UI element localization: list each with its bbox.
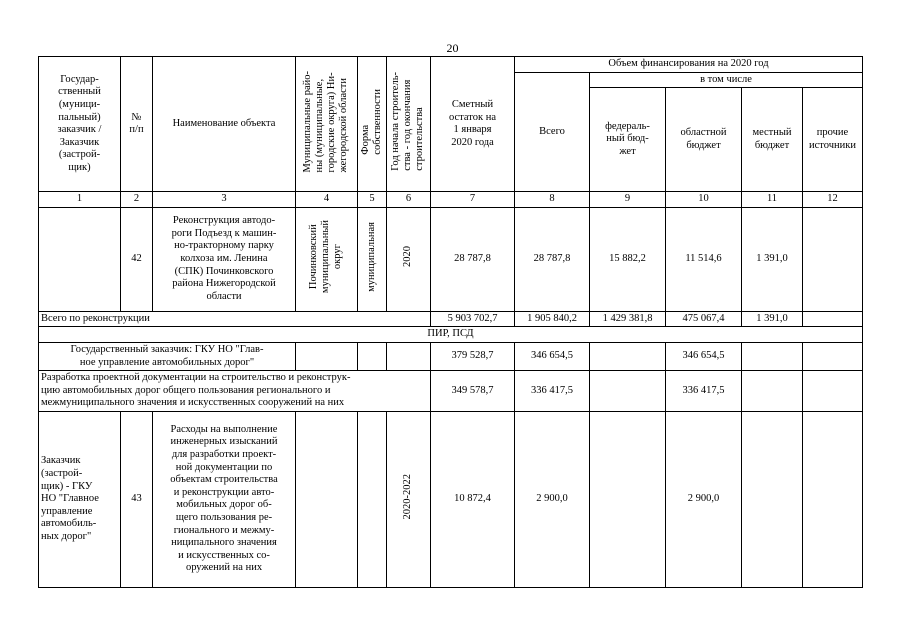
- section-title: ПИР, ПСД: [39, 327, 863, 343]
- row43-name: Расходы на выполнение инженерных изысканий для разработки проект- ной документации по объектам строительства и реконструкции авто- мобильных дорог об- щего пользования ре- гионального и межму- ниципального значения и искусственных со- оружений на них: [153, 411, 296, 587]
- header-regional: областной бюджет: [666, 88, 742, 192]
- total-reconstruction-federal: 1 429 381,8: [590, 311, 666, 327]
- col-number: 3: [153, 192, 296, 208]
- col-number: 12: [803, 192, 863, 208]
- state-customer-total: 346 654,5: [515, 342, 590, 370]
- col-number: 10: [666, 192, 742, 208]
- row42-regional: 11 514,6: [666, 207, 742, 311]
- row42-local: 1 391,0: [742, 207, 803, 311]
- row42-municipal-text: Починковский муниципальный округ: [308, 220, 344, 294]
- state-customer-label: Государственный заказчик: ГКУ НО "Глав- ное управление автомобильных дорог": [39, 342, 296, 370]
- page-number: 20: [446, 41, 459, 55]
- row42-num: 42: [121, 207, 153, 311]
- col-number: 7: [431, 192, 515, 208]
- col-number: 11: [742, 192, 803, 208]
- table-row-total-reconstruction: [39, 311, 863, 327]
- header-federal: федераль- ный бюд- жет: [590, 88, 666, 192]
- total-reconstruction-regional: 475 067,4: [666, 311, 742, 327]
- row42-years: [387, 207, 431, 311]
- row43-estimate: 10 872,4: [431, 411, 515, 587]
- row42-ownership: [358, 207, 387, 311]
- col-number: 2: [121, 192, 153, 208]
- total-reconstruction-label: Всего по реконструкции: [39, 311, 431, 327]
- development-regional: 336 417,5: [666, 371, 742, 412]
- total-reconstruction-other: [803, 311, 863, 327]
- state-customer-regional: 346 654,5: [666, 342, 742, 370]
- header-ownership-text: Форма собственности: [360, 88, 384, 155]
- state-customer-estimate: 379 528,7: [431, 342, 515, 370]
- header-local: местный бюджет: [742, 88, 803, 192]
- header-years-text: Год начала строитель- ства - год окончания строительства: [390, 72, 426, 172]
- financing-table: [38, 56, 863, 588]
- header-estimate: Сметный остаток на 1 января 2020 года: [431, 57, 515, 192]
- row43-total: 2 900,0: [515, 411, 590, 587]
- header-years: [387, 57, 431, 192]
- table-row-42: [39, 207, 863, 311]
- development-total: 336 417,5: [515, 371, 590, 412]
- total-reconstruction-estimate: 5 903 702,7: [431, 311, 515, 327]
- col-number: 6: [387, 192, 431, 208]
- total-reconstruction-total: 1 905 840,2: [515, 311, 590, 327]
- total-reconstruction-local: 1 391,0: [742, 311, 803, 327]
- header-object-name: Наименование объекта: [153, 57, 296, 192]
- row43-years: [387, 411, 431, 587]
- row42-federal: 15 882,2: [590, 207, 666, 311]
- table-row-state-customer: [39, 342, 863, 370]
- header-funding-group: Объем финансирования на 2020 год: [515, 57, 863, 73]
- col-number: 1: [39, 192, 121, 208]
- header-municipal: [296, 57, 358, 192]
- col-number: 5: [358, 192, 387, 208]
- header-including: в том числе: [590, 72, 863, 88]
- header-total: Всего: [515, 72, 590, 192]
- row42-total: 28 787,8: [515, 207, 590, 311]
- row42-estimate: 28 787,8: [431, 207, 515, 311]
- row43-num: 43: [121, 411, 153, 587]
- header-num: № п/п: [121, 57, 153, 192]
- col-number: 4: [296, 192, 358, 208]
- header-customer: Государ- ственный (муници- пальный) заказчик / Заказчик (застрой- щик): [39, 57, 121, 192]
- table-row-development: [39, 371, 863, 412]
- row42-ownership-text: муниципальная: [365, 222, 377, 292]
- header-ownership: [358, 57, 387, 192]
- header-municipal-text: Муниципальные райо- ны (муниципальные, городские округа) Ни- жегородской области: [302, 71, 350, 173]
- col-number: 8: [515, 192, 590, 208]
- table-row-43: [39, 411, 863, 587]
- row42-other: [803, 207, 863, 311]
- row42-name: Реконструкция автодо- роги Подъезд к машин- но-тракторному парку колхоза им. Ленина (СПК) Починковского района Нижегородской области: [153, 207, 296, 311]
- row43-customer: Заказчик (застрой- щик) - ГКУ НО "Главное управление автомобиль- ных дорог": [39, 411, 121, 587]
- row42-municipal: [296, 207, 358, 311]
- header-other: прочие источники: [803, 88, 863, 192]
- row43-regional: 2 900,0: [666, 411, 742, 587]
- development-estimate: 349 578,7: [431, 371, 515, 412]
- row42-years-text: 2020: [402, 246, 414, 268]
- row42-customer: [39, 207, 121, 311]
- development-label: Разработка проектной документации на строительство и реконструк- цию автомобильных дорог общего пользования регионального и межмуниципального значения и искусственных сооружений на них: [39, 371, 431, 412]
- row43-years-text: 2020-2022: [402, 474, 414, 520]
- col-number: 9: [590, 192, 666, 208]
